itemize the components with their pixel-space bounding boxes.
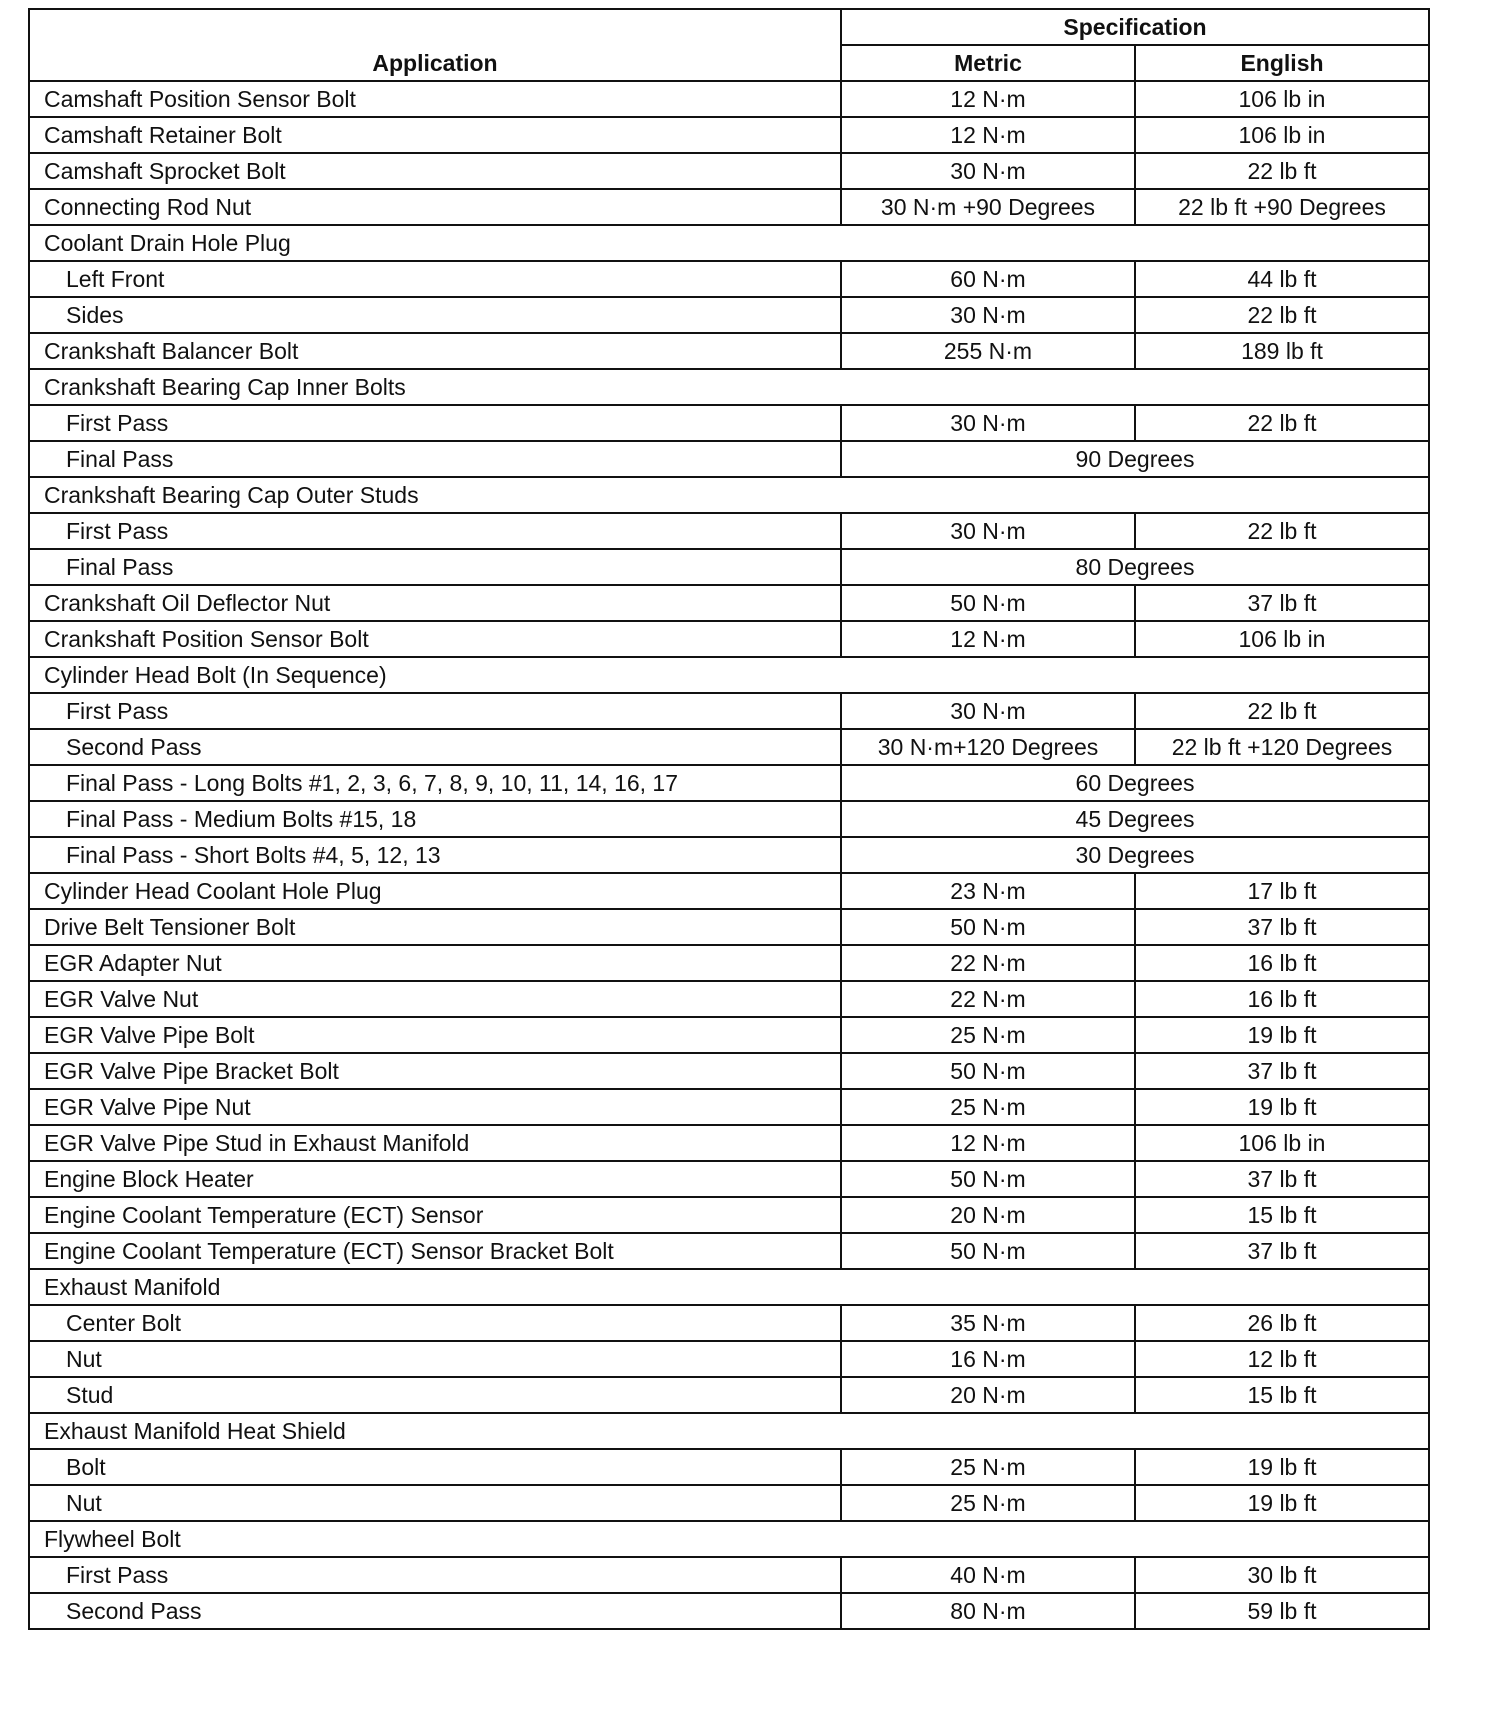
- english-cell: 15 lb ft: [1135, 1197, 1429, 1233]
- english-cell: 22 lb ft: [1135, 297, 1429, 333]
- table-row: [29, 1341, 1429, 1377]
- table-row: [29, 1305, 1429, 1341]
- english-cell: 19 lb ft: [1135, 1449, 1429, 1485]
- metric-cell: 16 N·m: [841, 1341, 1135, 1377]
- spec-value-cell: 80 Degrees: [841, 549, 1429, 585]
- application-cell: Cylinder Head Coolant Hole Plug: [29, 873, 841, 909]
- application-header: Application: [29, 9, 841, 81]
- table-row: [29, 405, 1429, 441]
- metric-cell: 255 N·m: [841, 333, 1135, 369]
- group-row: [29, 657, 1429, 693]
- metric-cell: 25 N·m: [841, 1449, 1135, 1485]
- torque-spec-table: [28, 8, 1430, 1630]
- table-row: [29, 1557, 1429, 1593]
- table-row: [29, 1449, 1429, 1485]
- group-row: [29, 225, 1429, 261]
- english-cell: 22 lb ft: [1135, 405, 1429, 441]
- header-row-top: [29, 9, 1429, 45]
- table-row: [29, 909, 1429, 945]
- metric-cell: 40 N·m: [841, 1557, 1135, 1593]
- table-row: [29, 549, 1429, 585]
- table-row: [29, 1377, 1429, 1413]
- application-cell: Second Pass: [29, 1593, 841, 1629]
- application-cell: Center Bolt: [29, 1305, 841, 1341]
- spec-value-cell: 60 Degrees: [841, 765, 1429, 801]
- english-cell: 106 lb in: [1135, 1125, 1429, 1161]
- application-cell: Crankshaft Bearing Cap Outer Studs: [29, 477, 1429, 513]
- metric-cell: 25 N·m: [841, 1089, 1135, 1125]
- english-cell: 37 lb ft: [1135, 1233, 1429, 1269]
- metric-cell: 50 N·m: [841, 585, 1135, 621]
- metric-cell: 35 N·m: [841, 1305, 1135, 1341]
- table-row: [29, 189, 1429, 225]
- application-cell: First Pass: [29, 1557, 841, 1593]
- application-cell: EGR Adapter Nut: [29, 945, 841, 981]
- english-cell: 22 lb ft: [1135, 693, 1429, 729]
- english-cell: 19 lb ft: [1135, 1089, 1429, 1125]
- application-cell: First Pass: [29, 693, 841, 729]
- english-cell: 17 lb ft: [1135, 873, 1429, 909]
- spec-value-cell: 30 Degrees: [841, 837, 1429, 873]
- english-cell: 19 lb ft: [1135, 1485, 1429, 1521]
- table-row: [29, 945, 1429, 981]
- application-cell: Final Pass: [29, 549, 841, 585]
- spec-value-cell: 90 Degrees: [841, 441, 1429, 477]
- application-cell: Engine Coolant Temperature (ECT) Sensor: [29, 1197, 841, 1233]
- application-cell: Final Pass - Long Bolts #1, 2, 3, 6, 7, 8, 9, 10, 11, 14, 16, 17: [29, 765, 841, 801]
- english-header: English: [1135, 45, 1429, 81]
- english-cell: 16 lb ft: [1135, 981, 1429, 1017]
- english-cell: 12 lb ft: [1135, 1341, 1429, 1377]
- english-cell: 22 lb ft: [1135, 513, 1429, 549]
- metric-cell: 30 N·m: [841, 513, 1135, 549]
- metric-cell: 12 N·m: [841, 81, 1135, 117]
- metric-cell: 50 N·m: [841, 1161, 1135, 1197]
- application-cell: Crankshaft Bearing Cap Inner Bolts: [29, 369, 1429, 405]
- application-cell: Connecting Rod Nut: [29, 189, 841, 225]
- application-cell: Drive Belt Tensioner Bolt: [29, 909, 841, 945]
- english-cell: 37 lb ft: [1135, 1161, 1429, 1197]
- table-row: [29, 1197, 1429, 1233]
- table-row: [29, 333, 1429, 369]
- metric-cell: 30 N·m+120 Degrees: [841, 729, 1135, 765]
- table-row: [29, 81, 1429, 117]
- group-row: [29, 1269, 1429, 1305]
- metric-cell: 12 N·m: [841, 117, 1135, 153]
- application-cell: Camshaft Position Sensor Bolt: [29, 81, 841, 117]
- application-cell: EGR Valve Nut: [29, 981, 841, 1017]
- metric-cell: 22 N·m: [841, 945, 1135, 981]
- application-cell: Cylinder Head Bolt (In Sequence): [29, 657, 1429, 693]
- english-cell: 30 lb ft: [1135, 1557, 1429, 1593]
- application-cell: Crankshaft Balancer Bolt: [29, 333, 841, 369]
- table-row: [29, 801, 1429, 837]
- application-cell: Exhaust Manifold: [29, 1269, 1429, 1305]
- table-row: [29, 513, 1429, 549]
- english-cell: 59 lb ft: [1135, 1593, 1429, 1629]
- metric-cell: 50 N·m: [841, 1233, 1135, 1269]
- application-cell: Engine Block Heater: [29, 1161, 841, 1197]
- metric-cell: 12 N·m: [841, 621, 1135, 657]
- application-cell: Final Pass - Medium Bolts #15, 18: [29, 801, 841, 837]
- table-row: [29, 621, 1429, 657]
- application-cell: Bolt: [29, 1449, 841, 1485]
- metric-cell: 12 N·m: [841, 1125, 1135, 1161]
- group-row: [29, 369, 1429, 405]
- metric-cell: 20 N·m: [841, 1377, 1135, 1413]
- group-row: [29, 1521, 1429, 1557]
- table-row: [29, 585, 1429, 621]
- metric-cell: 60 N·m: [841, 261, 1135, 297]
- metric-cell: 25 N·m: [841, 1017, 1135, 1053]
- application-cell: First Pass: [29, 405, 841, 441]
- application-cell: Nut: [29, 1341, 841, 1377]
- english-cell: 106 lb in: [1135, 117, 1429, 153]
- table-row: [29, 1125, 1429, 1161]
- table-row: [29, 1089, 1429, 1125]
- table-row: [29, 261, 1429, 297]
- application-cell: Exhaust Manifold Heat Shield: [29, 1413, 1429, 1449]
- english-cell: 19 lb ft: [1135, 1017, 1429, 1053]
- application-cell: Second Pass: [29, 729, 841, 765]
- table-body: [29, 81, 1429, 1629]
- metric-cell: 30 N·m: [841, 297, 1135, 333]
- application-cell: Final Pass: [29, 441, 841, 477]
- metric-cell: 30 N·m: [841, 693, 1135, 729]
- metric-cell: 80 N·m: [841, 1593, 1135, 1629]
- application-cell: Stud: [29, 1377, 841, 1413]
- table-row: [29, 297, 1429, 333]
- table-row: [29, 1485, 1429, 1521]
- table-row: [29, 981, 1429, 1017]
- english-cell: 37 lb ft: [1135, 1053, 1429, 1089]
- english-cell: 26 lb ft: [1135, 1305, 1429, 1341]
- english-cell: 16 lb ft: [1135, 945, 1429, 981]
- metric-cell: 30 N·m +90 Degrees: [841, 189, 1135, 225]
- english-cell: 22 lb ft +120 Degrees: [1135, 729, 1429, 765]
- application-cell: Camshaft Sprocket Bolt: [29, 153, 841, 189]
- metric-cell: 23 N·m: [841, 873, 1135, 909]
- table-row: [29, 873, 1429, 909]
- metric-cell: 30 N·m: [841, 153, 1135, 189]
- metric-cell: 50 N·m: [841, 909, 1135, 945]
- table-row: [29, 729, 1429, 765]
- application-cell: Engine Coolant Temperature (ECT) Sensor Bracket Bolt: [29, 1233, 841, 1269]
- application-cell: EGR Valve Pipe Bolt: [29, 1017, 841, 1053]
- table-row: [29, 765, 1429, 801]
- table-row: [29, 117, 1429, 153]
- table-row: [29, 1161, 1429, 1197]
- english-cell: 44 lb ft: [1135, 261, 1429, 297]
- table-row: [29, 693, 1429, 729]
- spec-value-cell: 45 Degrees: [841, 801, 1429, 837]
- application-cell: Flywheel Bolt: [29, 1521, 1429, 1557]
- application-cell: Crankshaft Oil Deflector Nut: [29, 585, 841, 621]
- application-cell: Camshaft Retainer Bolt: [29, 117, 841, 153]
- metric-header: Metric: [841, 45, 1135, 81]
- application-cell: Nut: [29, 1485, 841, 1521]
- table-row: [29, 1593, 1429, 1629]
- english-cell: 106 lb in: [1135, 621, 1429, 657]
- english-cell: 106 lb in: [1135, 81, 1429, 117]
- application-cell: First Pass: [29, 513, 841, 549]
- table-header: [29, 9, 1429, 81]
- table-row: [29, 837, 1429, 873]
- english-cell: 22 lb ft: [1135, 153, 1429, 189]
- table-row: [29, 1017, 1429, 1053]
- application-cell: Final Pass - Short Bolts #4, 5, 12, 13: [29, 837, 841, 873]
- english-cell: 37 lb ft: [1135, 909, 1429, 945]
- group-row: [29, 477, 1429, 513]
- specification-header: Specification: [841, 9, 1429, 45]
- application-cell: EGR Valve Pipe Nut: [29, 1089, 841, 1125]
- group-row: [29, 1413, 1429, 1449]
- english-cell: 37 lb ft: [1135, 585, 1429, 621]
- metric-cell: 25 N·m: [841, 1485, 1135, 1521]
- english-cell: 15 lb ft: [1135, 1377, 1429, 1413]
- metric-cell: 50 N·m: [841, 1053, 1135, 1089]
- table-row: [29, 1233, 1429, 1269]
- application-cell: Left Front: [29, 261, 841, 297]
- table-row: [29, 153, 1429, 189]
- table-row: [29, 1053, 1429, 1089]
- metric-cell: 22 N·m: [841, 981, 1135, 1017]
- table-row: [29, 441, 1429, 477]
- metric-cell: 20 N·m: [841, 1197, 1135, 1233]
- application-cell: Coolant Drain Hole Plug: [29, 225, 1429, 261]
- application-cell: EGR Valve Pipe Bracket Bolt: [29, 1053, 841, 1089]
- application-cell: Crankshaft Position Sensor Bolt: [29, 621, 841, 657]
- metric-cell: 30 N·m: [841, 405, 1135, 441]
- application-cell: EGR Valve Pipe Stud in Exhaust Manifold: [29, 1125, 841, 1161]
- application-cell: Sides: [29, 297, 841, 333]
- english-cell: 22 lb ft +90 Degrees: [1135, 189, 1429, 225]
- english-cell: 189 lb ft: [1135, 333, 1429, 369]
